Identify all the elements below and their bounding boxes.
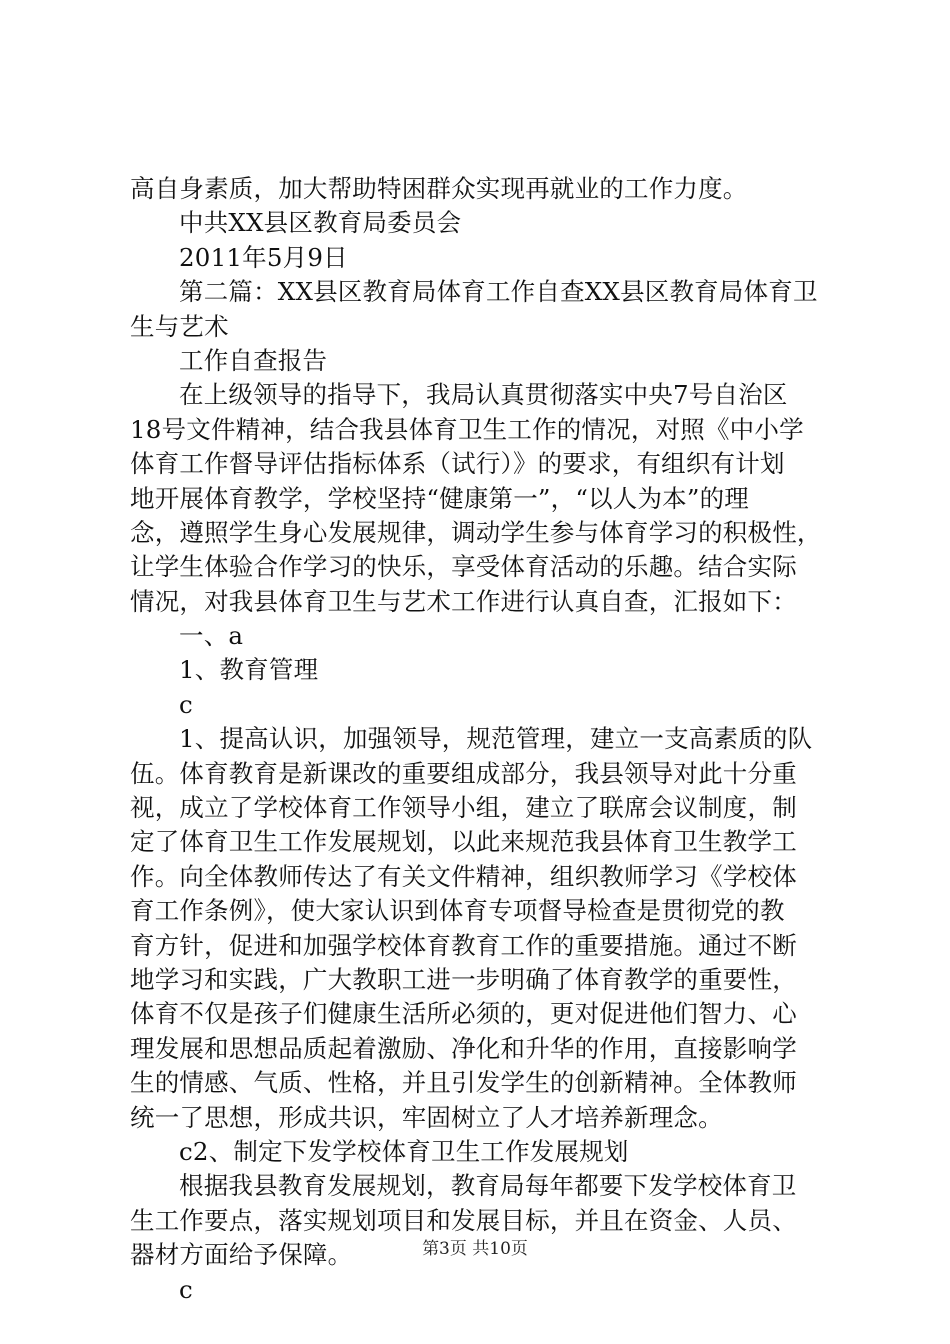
text-line: 工作自查报告 bbox=[179, 345, 328, 375]
text-line: 统一了思想，形成共识，牢固树立了人才培养新理念。 bbox=[130, 1102, 723, 1132]
text-line: 念，遵照学生身心发展规律，调动学生参与体育学习的积极性， bbox=[130, 517, 822, 547]
text-line: 作。向全体教师传达了有关文件精神，组织教师学习《学校体 bbox=[130, 861, 797, 891]
text-line: 地学习和实践，广大教职工进一步明确了体育教学的重要性， bbox=[130, 964, 797, 994]
text-line: 地开展体育教学，学校坚持“健康第一”，“以人为本”的理 bbox=[130, 483, 749, 513]
text-line: 器材方面给予保障。 bbox=[130, 1240, 353, 1270]
text-line: 育方针，促进和加强学校体育教育工作的重要措施。通过不断 bbox=[130, 930, 797, 960]
text-line: 在上级领导的指导下，我局认真贯彻落实中央7号自治区 bbox=[179, 380, 788, 410]
text-line: c2、制定下发学校体育卫生工作发展规划 bbox=[179, 1136, 629, 1166]
text-line: 育工作条例》，使大家认识到体育专项督导检查是贯彻党的教 bbox=[130, 896, 785, 926]
text-line: 视，成立了学校体育工作领导小组，建立了联席会议制度，制 bbox=[130, 793, 797, 823]
text-line: 体育不仅是孩子们健康生活所必须的，更对促进他们智力、心 bbox=[130, 999, 797, 1029]
text-line: 18号文件精神，结合我县体育卫生工作的情况，对照《中小学 bbox=[130, 414, 804, 444]
text-line: 情况，对我县体育卫生与艺术工作进行认真自查，汇报如下： bbox=[130, 586, 797, 616]
text-line: 让学生体验合作学习的快乐，享受体育活动的乐趣。结合实际 bbox=[130, 552, 797, 582]
text-line: c bbox=[179, 1274, 193, 1304]
text-line: 第二篇：XX县区教育局体育工作自查XX县区教育局体育卫 bbox=[179, 277, 818, 307]
text-line: 理发展和思想品质起着激励、净化和升华的作用，直接影响学 bbox=[130, 1033, 797, 1063]
text-line: 生的情感、气质、性格，并且引发学生的创新精神。全体教师 bbox=[130, 1068, 797, 1098]
text-line: 高自身素质，加大帮助特困群众实现再就业的工作力度。 bbox=[130, 174, 748, 203]
text-line: 根据我县教育发展规划，教育局每年都要下发学校体育卫 bbox=[179, 1171, 797, 1201]
text-line: 生工作要点，落实规划项目和发展目标，并且在资金、人员、 bbox=[130, 1205, 797, 1235]
text-line: 体育工作督导评估指标体系（试行）》的要求，有组织有计划 bbox=[130, 449, 785, 479]
page-footer: 第3页 共10页 bbox=[422, 1239, 528, 1259]
text-line: 定了体育卫生工作发展规划，以此来规范我县体育卫生教学工 bbox=[130, 827, 797, 857]
text-line: 1、提高认识，加强领导，规范管理，建立一支高素质的队 bbox=[179, 724, 813, 754]
text-line: 中共XX县区教育局委员会 bbox=[179, 208, 462, 238]
text-line: 一、a bbox=[179, 621, 244, 651]
text-line: 生与艺术 bbox=[130, 311, 229, 341]
text-line: 伍。体育教育是新课改的重要组成部分，我县领导对此十分重 bbox=[130, 758, 797, 788]
text-line: 2011年5月9日 bbox=[179, 242, 348, 272]
text-line: 1、教育管理 bbox=[179, 655, 319, 685]
document-body bbox=[130, 172, 845, 1307]
text-line: c bbox=[179, 689, 193, 719]
